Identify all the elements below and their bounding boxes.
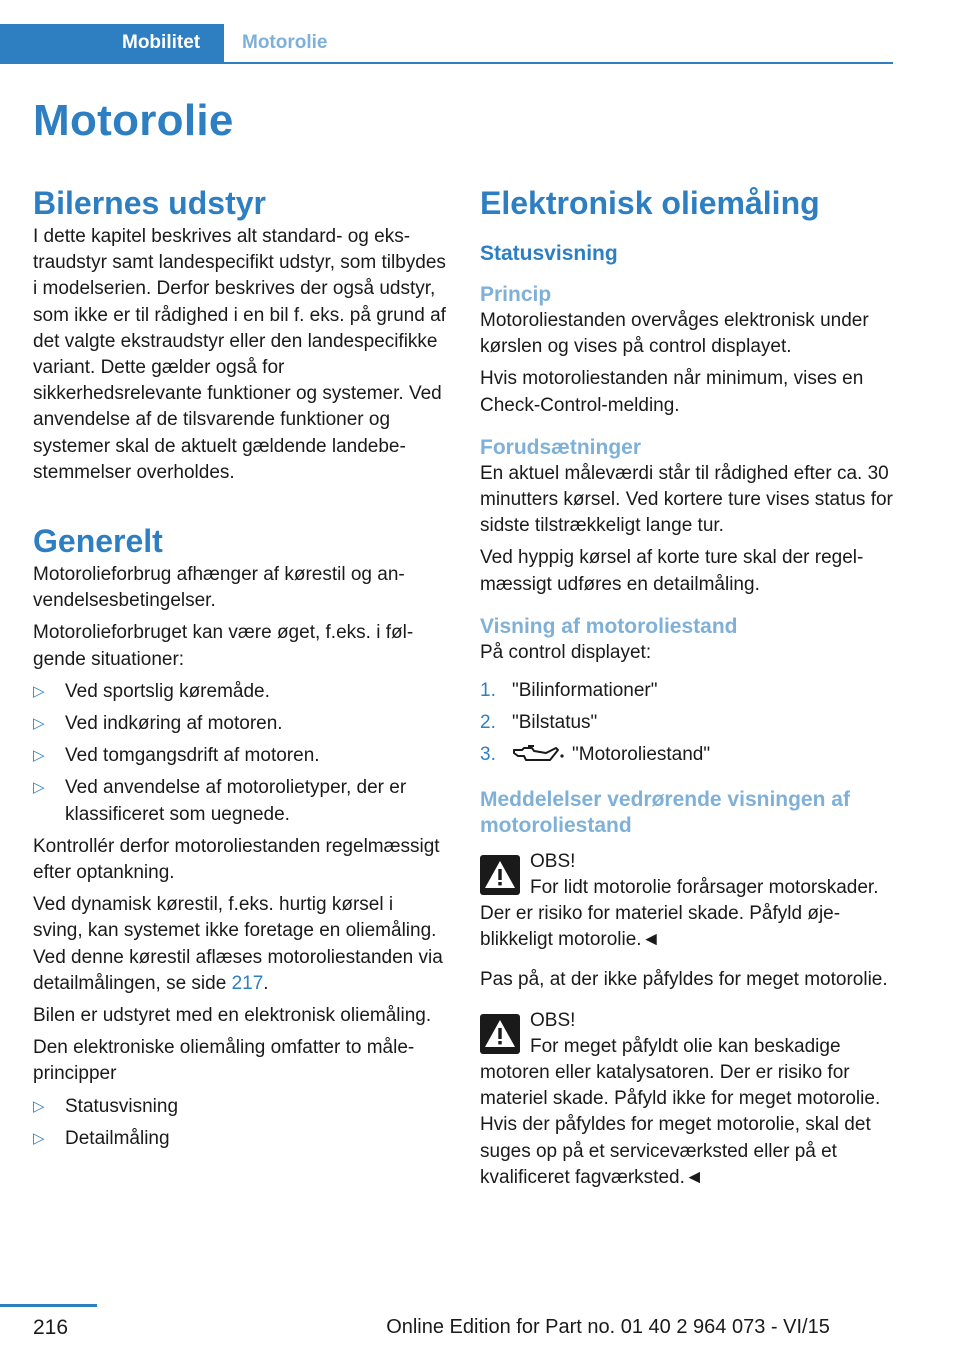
paragraph-dynamic: Ved dynamisk kørestil, f.eks. hurtig kørsel i sving, kan systemet ikke foretage en oliemåling. Ved denne kørestil aflæses motoroliestanden via detailmålingen, se side 217. [33, 894, 443, 994]
list-item: 3. "Motoroliestand" [480, 742, 894, 772]
warning-triangle-icon [480, 1014, 520, 1054]
triangle-bullet-icon: ▷ [33, 1129, 45, 1147]
section-title-elektronisk: Elektronisk oliemåling [480, 185, 820, 221]
paragraph-situations: Motorolieforbruget kan være øget, f.eks. i følgende situationer: [33, 622, 414, 670]
triangle-bullet-icon: ▷ [33, 1097, 45, 1115]
warning-note-1 [480, 849, 894, 954]
tab-motorolie[interactable]: Motorolie [242, 32, 328, 53]
section-title-bilernes-udstyr: Bilernes udstyr [33, 185, 266, 221]
section-title-generelt: Generelt [33, 523, 163, 560]
oil-can-icon [512, 744, 564, 772]
paragraph-electronic: Bilen er udstyret med en elektronisk oliemåling. [33, 1005, 432, 1027]
paragraph-princip-1: Motoroliestanden overvåges elektronisk under kørslen og vises på control displayet. [480, 310, 869, 358]
triangle-bullet-icon: ▷ [33, 715, 45, 733]
situations-list [33, 679, 447, 828]
paragraph-forud-2: Ved hyppig kørsel af korte ture skal der regelmæssigt udføres en detailmåling. [480, 547, 864, 595]
chapter-header [0, 24, 893, 64]
warning-triangle-icon [480, 855, 520, 895]
heading-meddelelser: Meddelelser vedrørende visningen af motoroliestand [480, 787, 850, 837]
paragraph-princip-2: Hvis motoroliestanden når minimum, vises en Check-Control-melding. [480, 368, 864, 416]
subsection-title-statusvisning: Statusvisning [480, 242, 618, 265]
tab-mobilitet-label: Mobilitet [122, 32, 201, 53]
paragraph-check: Kontrollér derfor motoroliestanden regelmæssigt efter optankning. [33, 835, 440, 884]
page-link-217[interactable]: 217 [231, 972, 264, 994]
heading-princip: Princip [480, 283, 552, 306]
triangle-bullet-icon: ▷ [33, 747, 45, 765]
paragraph-forud-1: En aktuel måleværdi står til rådighed efter ca. 30 minutters kørsel. Ved kortere ture vises status for sidste tilstrækkeligt lange tur. [480, 462, 893, 537]
tab-mobilitet[interactable] [0, 24, 224, 62]
steps-list [480, 678, 894, 773]
paragraph-visning: På control displayet: [480, 641, 652, 663]
warning-note-2 [480, 1008, 894, 1191]
warning-text: For lidt motorolie forårsager motorskader. Der er risiko for materiel skade. Påfyld øjeblikkeligt motorolie.◄ [480, 876, 879, 951]
warning-label: OBS! [530, 850, 576, 872]
heading-visning: Visning af motoroliestand [480, 614, 738, 638]
footer-edition: Online Edition for Part no. 01 40 2 964 073 - VI/15 [386, 1316, 830, 1338]
heading-forudsaetninger: Forudsætninger [480, 435, 641, 459]
paragraph-principles: Den elektroniske oliemåling omfatter to måleprincipper [33, 1037, 415, 1085]
list-item: ▷ Ved indkøring af motoren. [33, 711, 447, 737]
page-title: Motorolie [33, 96, 234, 145]
triangle-bullet-icon: ▷ [33, 682, 45, 700]
principles-list [33, 1094, 447, 1152]
page-number-rule [0, 1304, 97, 1307]
list-item: ▷ Ved sportslig køremåde. [33, 679, 447, 705]
paragraph-consumption: Motorolieforbrug afhænger af kørestil og anvendelsesbetingelser. [33, 564, 405, 612]
warning-text: For meget påfyldt olie kan beskadige motoren eller katalysatoren. Der er risiko for materiel skade. Påfyld ikke for meget motorolie. Hvis der påfyldes for meget motorolie, skal det suges op på et serviceværksted eller på et kvalificeret fagværksted.◄ [480, 1035, 881, 1188]
equipment-paragraph: I dette kapitel beskrives alt standard- og ekstraudstyr samt landespecifikt udstyr, som tilbydes i modelserien. Derfor beskrives der også udstyr, som ikke er til rådighed i en bil f. eks. på grund af det valgte ekstraudstyr eller den landespecifikke variant. Dette gælder også for sikkerhedsrelevante funktioner og systemer. Ved anvendelse af de tilsvarende funktioner og systemer skal de aktuelt gældende landebestemmelser overholdes. [33, 226, 446, 483]
triangle-bullet-icon: ▷ [33, 779, 45, 797]
list-item: ▷ Ved anvendelse af motorolietyper, der er klassificeret som uegnede. [33, 777, 407, 825]
list-item: ▷ Detailmåling [33, 1126, 447, 1152]
page-number: 216 [33, 1316, 69, 1339]
warning-label: OBS! [530, 1009, 576, 1031]
paragraph-caution: Pas på, at der ikke påfyldes for meget motorolie. [480, 969, 888, 991]
list-item: 1. "Bilinformationer" [480, 680, 658, 702]
list-item: 2. "Bilstatus" [480, 712, 598, 734]
list-item: ▷ Ved tomgangsdrift af motoren. [33, 743, 447, 769]
list-item: ▷ Statusvisning [33, 1094, 447, 1120]
right-column [480, 184, 894, 1197]
left-column [33, 184, 447, 1158]
